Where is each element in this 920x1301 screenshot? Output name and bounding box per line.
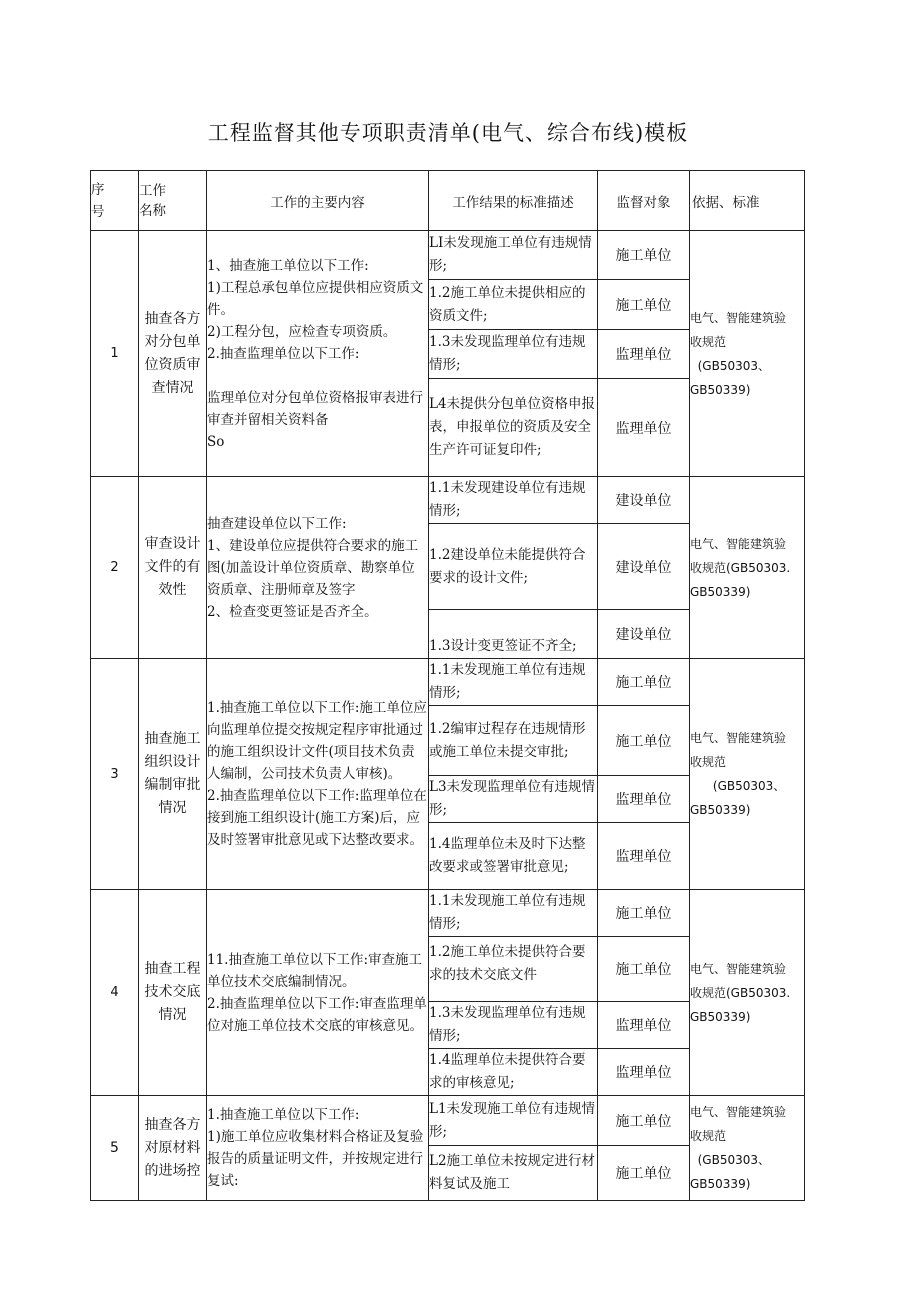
row-seq: 5 [91, 1096, 139, 1201]
row-object: 施工单位 [598, 280, 690, 330]
header-row [91, 171, 805, 231]
row-object: 施工单位 [598, 890, 690, 937]
row-name: 抽查施工 组织设计 编制审批 情况 [139, 659, 207, 890]
row-seq: 2 [91, 477, 139, 659]
table-row [91, 890, 805, 937]
row-result: 1.1未发现施工单位有违规情形; [429, 659, 598, 706]
row-result: LI未发现施工单位有违规情形; [429, 231, 598, 280]
row-content: 1.抽查施工单位以下工作:施工单位应向监理单位提交按规定程序审批通过的施工组织设计文件(项目技术负责人编制，公司技术负责人审核)。 2.抽查监理单位以下工作:监理单位在接到施工组织设计(施工方案)后，应及时签署审批意见或下达整改要求。 [207, 659, 429, 890]
row-object: 施工单位 [598, 659, 690, 706]
row-seq: 4 [91, 890, 139, 1096]
row-result: 1.1未发现施工单位有违规情形; [429, 890, 598, 937]
row-basis: 电气、智能建筑验 收规范 (GB50303、 GB50339) [690, 231, 805, 477]
row-object: 建设单位 [598, 610, 690, 659]
row-object: 监理单位 [598, 330, 690, 379]
row-result: 1.3设计变更签证不齐全; [429, 610, 598, 659]
row-result: L3未发现监理单位有违规情形; [429, 776, 598, 823]
row-name: 抽查各方 对分包单 位资质审 查情况 [139, 231, 207, 477]
header-seq: 序 号 [91, 171, 139, 231]
header-object: 监督对象 [598, 171, 690, 231]
row-object: 监理单位 [598, 823, 690, 890]
row-content: 抽查建设单位以下工作: 1、建设单位应提供符合要求的施工图(加盖设计单位资质章、勘察单位资质章、注册师章及签字 2、检查变更签证是否齐全。 [207, 477, 429, 659]
header-result: 工作结果的标准描述 [429, 171, 598, 231]
row-content: 1、抽查施工单位以下工作: 1)工程总承包单位应提供相应资质文件。 2)工程分包，应检查专项资质。 2.抽查监理单位以下工作: 监理单位对分包单位资格报审表进行审查并留相关资料备 So [207, 231, 429, 477]
row-result: 1.2施工单位未提供相应的资质文件; [429, 280, 598, 330]
row-result: L2施工单位未按规定进行材料复试及施工 [429, 1146, 598, 1201]
row-seq: 1 [91, 231, 139, 477]
row-object: 监理单位 [598, 776, 690, 823]
row-name: 抽查各方 对原材料 的进场控 [139, 1096, 207, 1201]
header-name: 工作 名称 [139, 171, 207, 231]
row-result: 1.2建设单位未能提供符合要求的设计文件; [429, 524, 598, 610]
table-row [91, 477, 805, 524]
row-object: 监理单位 [598, 379, 690, 477]
row-object: 施工单位 [598, 937, 690, 1002]
row-basis: 电气、智能建筑验 收规范(GB50303. GB50339) [690, 477, 805, 659]
header-basis: 依据、标准 [690, 171, 805, 231]
row-seq: 3 [91, 659, 139, 890]
row-result: 1.3未发现监理单位有违规情形; [429, 1002, 598, 1049]
row-object: 建设单位 [598, 477, 690, 524]
row-object: 建设单位 [598, 524, 690, 610]
row-result: 1.3未发现监理单位有违规情形; [429, 330, 598, 379]
row-object: 施工单位 [598, 231, 690, 280]
table-row [91, 1096, 805, 1146]
row-result: L4未提供分包单位资格申报表，申报单位的资质及安全生产许可证复印件; [429, 379, 598, 477]
row-object: 监理单位 [598, 1002, 690, 1049]
row-basis: 电气、智能建筑验 收规范 (GB50303、 GB50339) [690, 659, 805, 890]
document-title: 工程监督其他专项职责清单(电气、综合布线)模板 [207, 121, 689, 145]
row-basis: 电气、智能建筑验 收规范 (GB50303、 GB50339) [690, 1096, 805, 1201]
row-result: 1.2编审过程存在违规情形或施工单位未提交审批; [429, 706, 598, 776]
row-object: 监理单位 [598, 1049, 690, 1096]
row-name: 审查设计 文件的有 效性 [139, 477, 207, 659]
row-result: 1.2施工单位未提供符合要求的技术交底文件 [429, 937, 598, 1002]
row-result: 1.4监理单位未提供符合要求的审核意见; [429, 1049, 598, 1096]
row-name: 抽查工程 技术交底 情况 [139, 890, 207, 1096]
table-row [91, 659, 805, 706]
header-content: 工作的主要内容 [207, 171, 429, 231]
table-row [91, 231, 805, 280]
responsibility-table [90, 170, 805, 1201]
row-basis: 电气、智能建筑验 收规范(GB50303. GB50339) [690, 890, 805, 1096]
row-object: 施工单位 [598, 1096, 690, 1146]
row-object: 施工单位 [598, 1146, 690, 1201]
row-content: 11.抽查施工单位以下工作:审查施工单位技术交底编制情况。 2.抽查监理单位以下工作:审查监理单位对施工单位技术交底的审核意见。 [207, 890, 429, 1096]
row-object: 施工单位 [598, 706, 690, 776]
row-result: L1未发现施工单位有违规情形; [429, 1096, 598, 1146]
row-result: 1.1未发现建设单位有违规情形; [429, 477, 598, 524]
row-content: 1.抽查施工单位以下工作: 1)施工单位应收集材料合格证及复验报告的质量证明文件，并按规定进行复试: [207, 1096, 429, 1201]
row-result: 1.4监理单位未及时下达整改要求或签署审批意见; [429, 823, 598, 890]
